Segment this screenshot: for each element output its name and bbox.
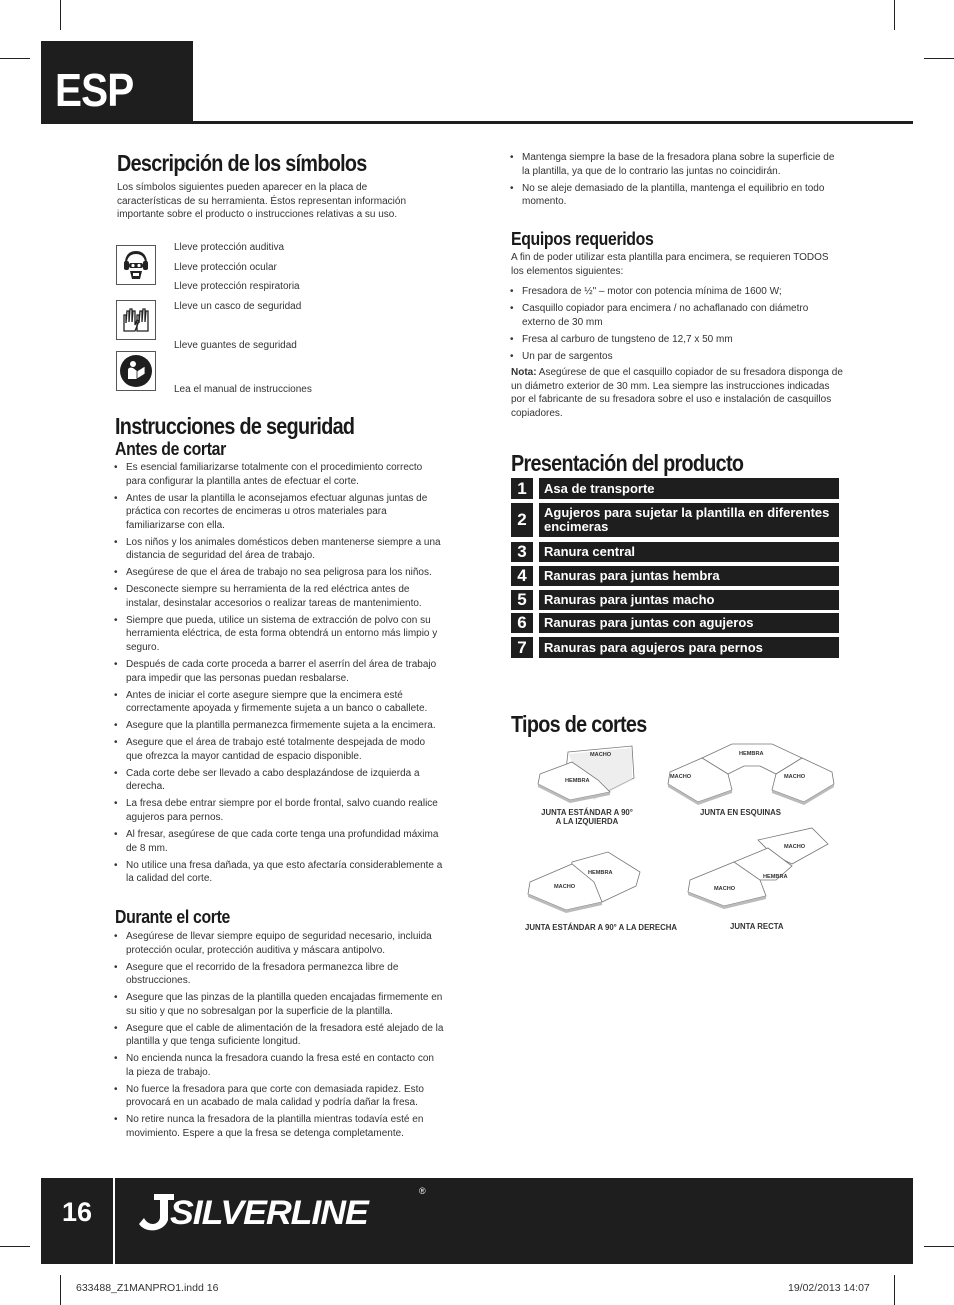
equipment-list xyxy=(510,285,842,367)
crop-mark xyxy=(60,1275,61,1305)
part-label: Asa de transporte xyxy=(539,478,839,499)
note-text: Asegúrese de que el casquillo copiador de su fresadora disponga de un diámetro exterior de 30 mm. Lea siempre las instrucciones indicadas por el fabricante de su fresadora sobre el uso e instalación de casquillos copiadores. xyxy=(511,367,843,419)
list-item: • Asegúrese de llevar siempre equipo de seguridad necesario, incluida protección ocular, protección auditiva y máscara antipolvo. xyxy=(114,930,444,957)
caption-line: JUNTA ESTÁNDAR A 90° xyxy=(541,808,633,817)
part-label: Ranuras para juntas macho xyxy=(539,590,839,610)
brand-logo xyxy=(136,1186,436,1236)
list-item: • Fresadora de ½" – motor con potencia mínima de 1600 W; xyxy=(510,285,842,299)
part-number: 5 xyxy=(511,590,533,610)
crop-mark xyxy=(894,0,895,30)
during-cutting-list xyxy=(114,930,444,1144)
crop-mark xyxy=(924,1246,954,1247)
part-label: Agujeros para sujetar la plantilla en diferentes encimeras xyxy=(539,503,839,537)
hembra-tag: HEMBRA xyxy=(739,751,764,757)
list-item: • Siempre que pueda, utilice un sistema de extracción de polvo con su herramienta eléctrica, de esta forma obtendrá un entorno más limpio y seguro. xyxy=(114,614,444,655)
crop-mark xyxy=(894,1275,895,1305)
list-item: • Desconecte siempre su herramienta de la red eléctrica antes de instalar, desinstalar accesorios o realizar tareas de mantenimiento. xyxy=(114,583,444,610)
part-row xyxy=(511,478,839,499)
joint-right-diagram xyxy=(528,852,640,913)
macho-tag: MACHO xyxy=(784,844,806,850)
part-number: 2 xyxy=(511,503,533,537)
equipment-heading: Equipos requeridos xyxy=(511,229,654,249)
list-item: • Mantenga siempre la base de la fresadora plana sobre la superficie de la plantilla, ya que de lo contrario las juntas no coincidirán. xyxy=(510,151,842,178)
macho-tag: MACHO xyxy=(590,752,612,758)
hembra-tag: HEMBRA xyxy=(588,870,613,876)
symbol-label: Lleve guantes de seguridad xyxy=(174,340,297,351)
before-cutting-list xyxy=(114,461,444,889)
list-item: • Asegure que el área de trabajo esté totalmente despejada de modo que ofrezca la mayor cantidad de espacio disponible. xyxy=(114,736,444,763)
caption-right-joint: JUNTA ESTÁNDAR A 90° A LA DERECHA xyxy=(525,923,677,932)
part-label: Ranuras para juntas con agujeros xyxy=(539,613,839,633)
read-manual-icon xyxy=(116,351,156,391)
list-item: • No encienda nunca la fresadora cuando la fresa esté en contacto con la pieza de trabajo. xyxy=(114,1052,444,1079)
list-item: • Asegure que el recorrido de la fresadora permanezca libre de obstrucciones. xyxy=(114,961,444,988)
part-row xyxy=(511,542,839,562)
registered-mark: ® xyxy=(419,1186,426,1196)
list-item: • Un par de sargentos xyxy=(510,350,842,364)
symbol-label: Lleve un casco de seguridad xyxy=(174,301,302,312)
part-number: 4 xyxy=(511,566,533,586)
list-item: • Cada corte debe ser llevado a cabo desplazándose de izquierda a derecha. xyxy=(114,767,444,794)
symbol-label: Lleve protección ocular xyxy=(174,262,277,273)
cuts-title: Tipos de cortes xyxy=(511,711,647,737)
gloves-icon xyxy=(116,300,156,340)
list-item: • Después de cada corte proceda a barrer el aserrín del área de trabajo para impedir que las personas puedan resbalarse. xyxy=(114,658,444,685)
footer-divider xyxy=(113,1178,115,1264)
part-number: 1 xyxy=(511,478,533,499)
crop-mark xyxy=(60,0,61,30)
list-item: • Antes de usar la plantilla le aconsejamos efectuar algunas juntas de práctica con recortes de encimeras u otros materiales para familiarizarse con ella. xyxy=(114,492,444,533)
product-title: Presentación del producto xyxy=(511,450,744,476)
note-label: Nota: xyxy=(511,367,537,378)
continued-safety-list xyxy=(510,151,842,212)
list-item: • Al fresar, asegúrese de que cada corte tenga una profundidad máxima de 8 mm. xyxy=(114,828,444,855)
macho-tag: MACHO xyxy=(714,886,736,892)
list-item: • No se aleje demasiado de la plantilla, mantenga el equilibrio en todo momento. xyxy=(510,182,842,209)
list-item: • Asegure que el cable de alimentación de la fresadora esté alejado de la plantilla y que tenga suficiente longitud. xyxy=(114,1022,444,1049)
list-item: • Asegure que las pinzas de la plantilla queden encajadas firmemente en su sitio y que no sobresalgan por la superficie de la plantilla. xyxy=(114,991,444,1018)
brand-name: SILVERLINE xyxy=(170,1194,368,1232)
list-item: • Fresa al carburo de tungsteno de 12,7 x 50 mm xyxy=(510,333,842,347)
part-number: 7 xyxy=(511,637,533,658)
joint-straight-diagram xyxy=(688,828,828,909)
joint-corner-diagram xyxy=(668,744,834,805)
equipment-intro: A fin de poder utilizar esta plantilla para encimera, se requieren TODOS los elementos siguientes: xyxy=(511,252,829,277)
list-item: • No retire nunca la fresadora de la plantilla mientras todavía esté en movimiento. Espere a que la fresa se detenga completamente. xyxy=(114,1113,444,1140)
equipment-note xyxy=(511,366,843,420)
list-item: • Casquillo copiador para encimera / no achaflanado con diámetro externo de 30 mm xyxy=(510,302,842,329)
list-item: • No utilice una fresa dañada, ya que esto afectaría considerablemente a la calidad del corte. xyxy=(114,859,444,886)
crop-mark xyxy=(0,1246,30,1247)
hembra-tag: HEMBRA xyxy=(763,874,788,880)
joint-left-diagram xyxy=(538,746,634,803)
list-item: • La fresa debe entrar siempre por el borde frontal, salvo cuando realice agujeros para pernos. xyxy=(114,797,444,824)
safety-title: Instrucciones de seguridad xyxy=(115,413,355,439)
crop-mark xyxy=(924,58,954,59)
caption-left-joint xyxy=(530,808,644,826)
page-number: 16 xyxy=(62,1197,93,1227)
part-row xyxy=(511,637,839,658)
symbols-title: Descripción de los símbolos xyxy=(117,150,367,176)
symbol-label: Lleve protección auditiva xyxy=(174,242,285,253)
language-code: ESP xyxy=(55,64,134,116)
symbols-intro: Los símbolos siguientes pueden aparecer en la placa de características de su herramienta. Éstos representan información importante sobre el producto o instrucciones relativas a su uso. xyxy=(117,182,407,221)
part-row xyxy=(511,590,839,610)
joint-diagrams xyxy=(510,740,890,940)
macho-tag: MACHO xyxy=(784,774,806,780)
file-slug: 633488_Z1MANPRO1.indd 16 xyxy=(76,1282,219,1294)
list-item: • Los niños y los animales domésticos deben mantenerse siempre a una distancia de seguridad del área de trabajo. xyxy=(114,536,444,563)
part-label: Ranura central xyxy=(539,542,839,562)
list-item: • Es esencial familiarizarse totalmente con el procedimiento correcto para configurar la plantilla antes de efectuar el corte. xyxy=(114,461,444,488)
symbol-label: Lea el manual de instrucciones xyxy=(174,384,312,395)
before-cutting-heading: Antes de cortar xyxy=(115,439,226,459)
part-label: Ranuras para agujeros para pernos xyxy=(539,637,839,658)
during-cutting-heading: Durante el corte xyxy=(115,907,230,927)
list-item: • Asegúrese de que el área de trabajo no sea peligrosa para los niños. xyxy=(114,566,444,580)
part-row xyxy=(511,566,839,586)
caption-line: A LA IZQUIERDA xyxy=(555,817,619,826)
hembra-tag: HEMBRA xyxy=(565,778,590,784)
symbol-label: Lleve protección respiratoria xyxy=(174,281,300,292)
part-label: Ranuras para juntas hembra xyxy=(539,566,839,586)
list-item: • No fuerce la fresadora para que corte con demasiada rapidez. Esto provocará en un acabado de mala calidad y podría dañar la fresa. xyxy=(114,1083,444,1110)
list-item: • Asegure que la plantilla permanezca firmemente sujeta a la encimera. xyxy=(114,719,444,733)
caption-corner-joint: JUNTA EN ESQUINAS xyxy=(700,808,782,817)
language-tab xyxy=(41,41,193,123)
header-rule xyxy=(41,121,913,124)
part-number: 6 xyxy=(511,613,533,633)
part-number: 3 xyxy=(511,542,533,562)
ear-eye-mask-icon xyxy=(116,245,156,285)
macho-tag: MACHO xyxy=(670,774,692,780)
list-item: • Antes de iniciar el corte asegure siempre que la encimera esté correctamente apoyada y firmemente sujeta a un banco o caballete. xyxy=(114,689,444,716)
caption-straight-joint: JUNTA RECTA xyxy=(730,922,784,931)
macho-tag: MACHO xyxy=(554,884,576,890)
part-row xyxy=(511,503,839,537)
date-slug: 19/02/2013 14:07 xyxy=(788,1282,870,1294)
part-row xyxy=(511,613,839,633)
crop-mark xyxy=(0,58,30,59)
